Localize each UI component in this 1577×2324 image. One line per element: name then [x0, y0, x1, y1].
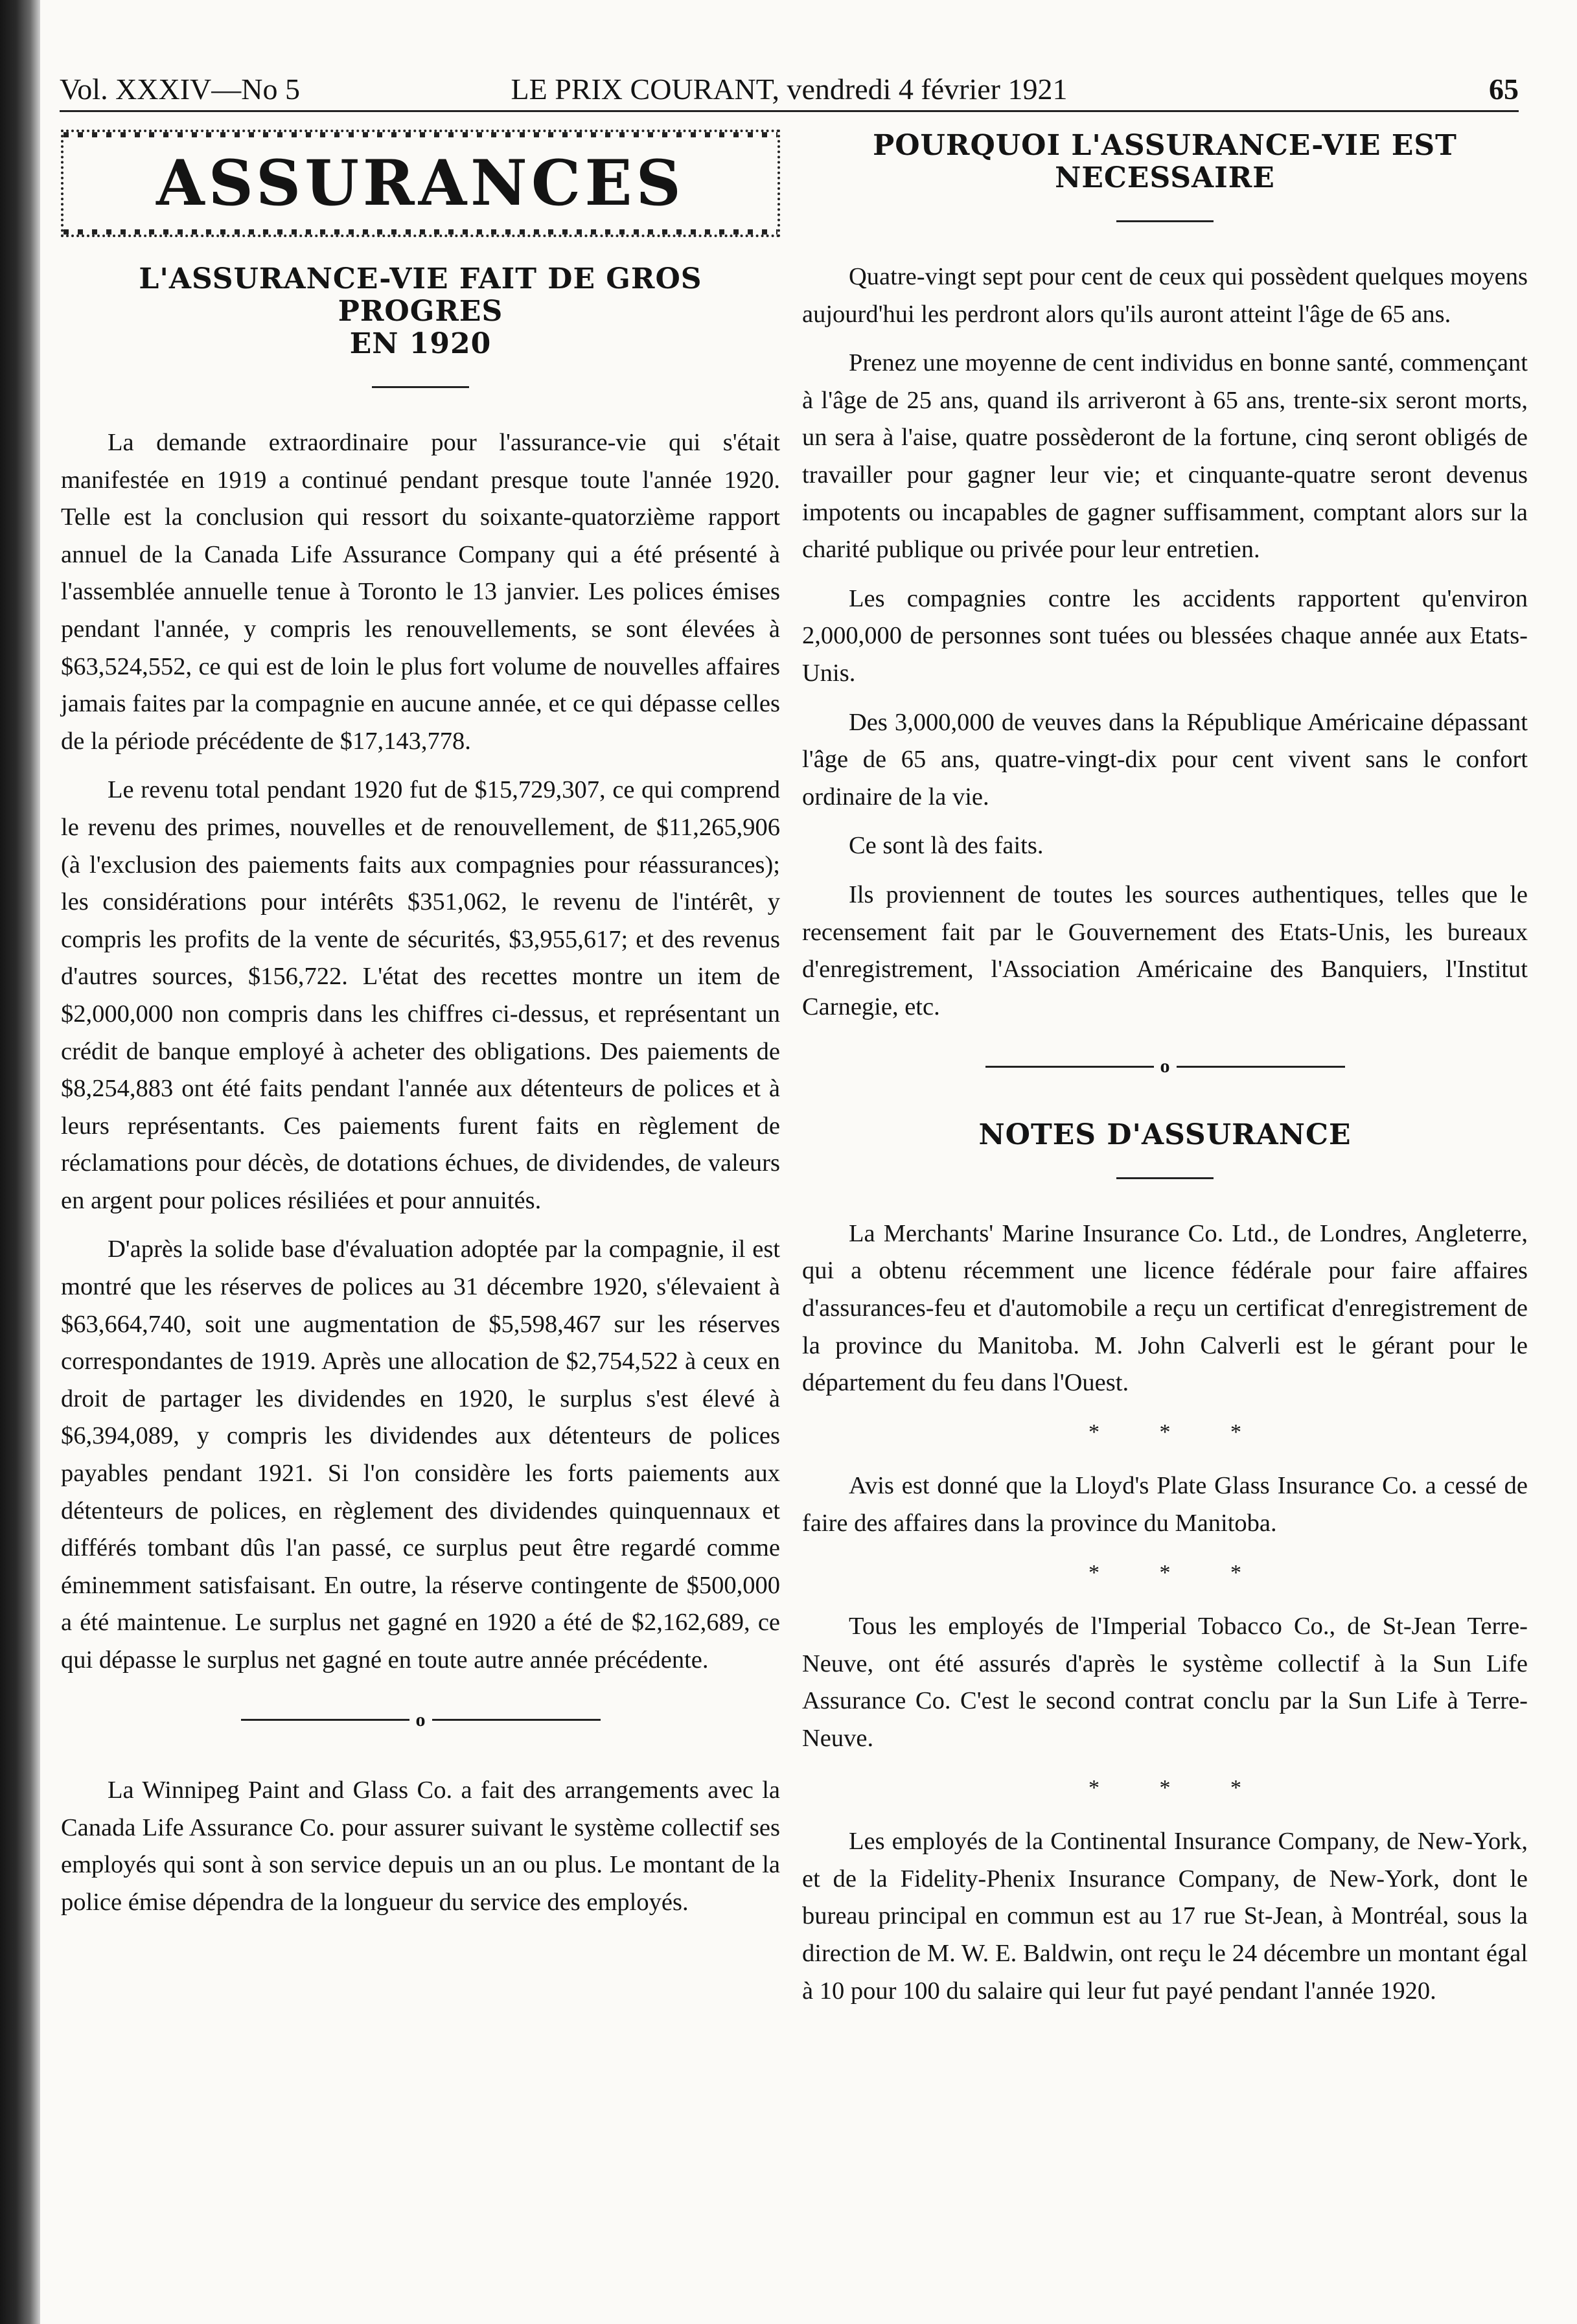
note-item: Les employés de la Continental Insurance Company, de New-York, et de la Fidelity-Phenix Insurance Company, de New-York, dont le bureau principal en commun est au 17 rue St-Jean, à Montréal, sous la direction de M. W. E. Baldwin, ont reçu le 24 décembre un montant égal à 10 pour 100 du salaire qui leur fut payé pendant l'année 1920.: [802, 1828, 1528, 2005]
article-paragraph: Ce sont là des faits.: [849, 832, 1044, 860]
article-paragraph: La demande extraordinaire pour l'assurance-vie qui s'était manifestée en 1919 a continué pendant presque toute l'année 1920. Telle est la conclusion qui ressort du soixante-quatorzième rapport annuel de la Canada Life Assurance Company qui a été présenté à l'assemblée annuelle tenue à Toronto le 13 janvier. Les polices émises pendant l'année, y compris les renouvellements, se sont élevées à $63,524,552, ce qui est de loin le plus fort volume de nouvelles affaires jamais faites par la compagnie en aucune année, et ce qui dépasse celles de la période précédente de $17,143,778.: [61, 429, 780, 755]
section-separator: o: [61, 1701, 780, 1739]
article-paragraph: Ils proviennent de toutes les sources authentiques, telles que le recensement fait par le Gouvernement des Etats-Unis, les bureaux d'enregistrement, l'Association Américaine des Banquiers, l'Institut Carnegie, etc.: [802, 880, 1528, 1020]
note-item: Tous les employés de l'Imperial Tobacco Co., de St-Jean Terre-Neuve, ont été assurés d'après le système collectif à la Sun Life Assurance Co. C'est le second contrat conclu par la Sun Life à Terre-Neuve.: [802, 1613, 1528, 1752]
left-article-title: L'ASSURANCE-VIE FAIT DE GROS PROGRES EN 1920: [139, 262, 702, 360]
page-binding-edge: [0, 0, 40, 2324]
article-paragraph: Des 3,000,000 de veuves dans la République Américaine dépassant l'âge de 65 ans, quatre-vingt-dix pour cent vivent sans le confort ordinaire de la vie.: [802, 708, 1528, 811]
left-column: [61, 130, 780, 2285]
article-paragraph: Le revenu total pendant 1920 fut de $15,729,307, ce qui comprend le revenu des primes, nouvelles et de renouvellement, de $11,265,906 (à l'exclusion des paiements faits aux compagnies pour réassurances); les considérations pour intérêts $351,062, le revenu de l'intérêt, y compris les profits de la vente de sécurités, $3,955,617; et des revenus d'autres sources, $156,722. L'état des recettes montre un item de $2,000,000 non compris dans les chiffres ci-dessus, et représentant un crédit de banque employé à acheter des obligations. Des paiements de $8,254,883 ont été faits pendant l'année aux détenteurs de polices et à leurs représentants. Ces paiements furent faits en règlement de réclamations pour décès, de dotations échues, de dividendes, de valeurs en argent pour polices résiliées et pour annuités.: [61, 776, 780, 1214]
volume-number: Vol. XXXIV—No 5: [60, 73, 300, 106]
article-paragraph: D'après la solide base d'évaluation adoptée par la compagnie, il est montré que les réserves de polices au 31 décembre 1920, s'élevaient à $63,664,740, soit une augmentation de $5,598,467 sur les réserves correspondantes de 1919. Après une allocation de $2,754,522 à ceux en droit de partager les dividendes en 1920, le surplus s'est élevé à $6,394,089, y compris les dividendes aux détenteurs de polices payables pendant 1921. Si l'on considère les forts paiements aux détenteurs de polices, en règlement des dividendes quinquennaux et différés tombant dûs l'an passé, ce surplus peut être regardé comme éminemment satisfaisant. En outre, la réserve contingente de $500,000 a été maintenue. Le surplus net gagné en 1920 a été de $2,162,689, ce qui dépasse le surplus net gagné en toute autre année précédente.: [61, 1236, 780, 1674]
note-divider: * * *: [1088, 1775, 1269, 1800]
title-rule: [1116, 1177, 1214, 1179]
right-column: [802, 130, 1528, 2285]
note-divider: * * *: [1088, 1420, 1269, 1444]
notes-title: NOTES D'ASSURANCE: [978, 1118, 1352, 1151]
section-banner-title: ASSURANCES: [156, 146, 685, 220]
note-divider: * * *: [1088, 1560, 1269, 1585]
publication-title: LE PRIX COURANT, vendredi 4 février 1921: [511, 73, 1068, 106]
article-paragraph: Les compagnies contre les accidents rapportent qu'environ 2,000,000 de personnes sont tuées ou blessées chaque année aux Etats-Unis.: [802, 584, 1528, 687]
page-number: 65: [1489, 73, 1519, 106]
article-paragraph: Prenez une moyenne de cent individus en bonne santé, commençant à l'âge de 25 ans, quand ils arriveront à 65 ans, trente-six seront morts, un sera à l'aise, quatre possèderont de la fortune, cinq seront obligés de travailler pour gagner leur vie; et cinquante-quatre seront devenus impotents ou incapables de gagner suffisamment, comptant alors sur la charité publique ou privée pour leur entretien.: [802, 349, 1528, 564]
article-paragraph: Quatre-vingt sept pour cent de ceux qui possèdent quelques moyens aujourd'hui les perdront alors qu'ils auront atteint l'âge de 65 ans.: [802, 263, 1528, 328]
note-item: Avis est donné que la Lloyd's Plate Glass Insurance Co. a cessé de faire des affaires dans la province du Manitoba.: [802, 1472, 1528, 1537]
section-separator: o: [802, 1048, 1528, 1085]
winnipeg-paragraph: La Winnipeg Paint and Glass Co. a fait des arrangements avec la Canada Life Assurance Co. pour assurer suivant le système collectif ses employés qui sont à son service depuis un an ou plus. Le montant de la police émise dépendra de la longueur du service des employés.: [61, 1777, 780, 1916]
title-rule: [1116, 220, 1214, 222]
right-article-title: POURQUOI L'ASSURANCE-VIE EST NECESSAIRE: [873, 129, 1457, 194]
title-rule: [372, 386, 469, 388]
section-banner: [61, 130, 780, 237]
page-header: [60, 63, 1519, 112]
note-item: La Merchants' Marine Insurance Co. Ltd., de Londres, Angleterre, qui a obtenu récemment une licence fédérale pour faire affaires d'assurances-feu et d'automobile a reçu un certificat d'enregistrement de la province du Manitoba. M. John Calverli est le gérant pour le département du feu dans l'Ouest.: [802, 1219, 1528, 1397]
